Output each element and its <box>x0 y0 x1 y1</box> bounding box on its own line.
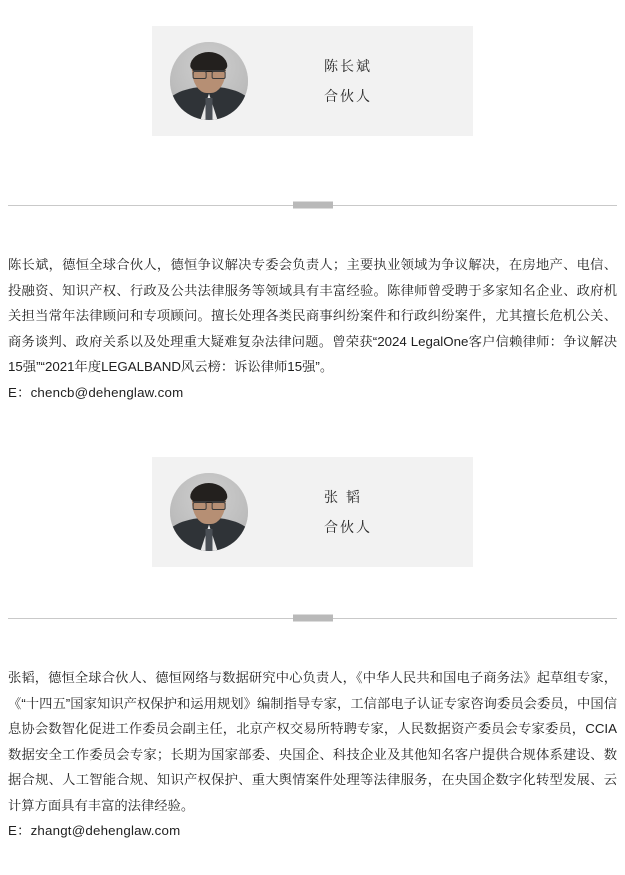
portrait-illustration <box>170 42 248 120</box>
profile-role: 合伙人 <box>324 88 372 104</box>
section-divider <box>0 601 625 635</box>
profile-name: 陈长斌 <box>324 58 372 74</box>
portrait-photo <box>170 42 248 120</box>
glasses-icon <box>193 501 226 510</box>
profile-bio <box>8 665 617 844</box>
section-divider <box>0 188 625 222</box>
document-page <box>0 26 625 875</box>
portrait-illustration <box>170 473 248 551</box>
profile-card <box>152 457 473 567</box>
profile-heading <box>324 51 372 111</box>
tie-shape <box>205 529 212 551</box>
profile-card <box>152 26 473 136</box>
profile-bio <box>8 252 617 405</box>
profile-heading <box>324 482 372 542</box>
bio-text: 陈长斌，德恒全球合伙人，德恒争议解决专委会负责人；主要执业领域为争议解决，在房地产、电信、投融资、知识产权、行政及公共法律服务等领域具有丰富经验。陈律师曾受聘于多家知名企业、政府机关担当常年法律顾问和专项顾问。擅长处理各类民商事纠纷案件和行政纠纷案件，尤其擅长危机公关、商务谈判、政府关系以及处理重大疑难复杂法律问题。曾荣获“2024 LegalOne客户信赖律师：争议解决15强”“2021年度LEGALBAND风云榜：诉讼律师15强”。 <box>8 257 617 374</box>
tie-shape <box>205 98 212 120</box>
email-text: E：chencb@dehenglaw.com <box>8 384 184 400</box>
portrait-photo <box>170 473 248 551</box>
email-text: E：zhangt@dehenglaw.com <box>8 823 181 838</box>
profile-role: 合伙人 <box>324 519 372 535</box>
divider-chip <box>293 202 333 209</box>
profile-name: 张 韬 <box>324 489 362 505</box>
divider-chip <box>293 615 333 622</box>
bio-text: 张韬，德恒全球合伙人、德恒网络与数据研究中心负责人，《中华人民共和国电子商务法》起草组专家，《“十四五”国家知识产权保护和运用规划》编制指导专家，工信部电子认证专家咨询委员会委员，中国信息协会数智化促进工作委员会副主任，北京产权交易所特聘专家，人民数据资产委员会专家委员，CCIA数据安全工作委员会专家；长期为国家部委、央国企、科技企业及其他知名客户提供合规体系建设、数据合规、人工智能合规、知识产权保护、重大舆情案件处理等法律服务，在央国企数字化转型发展、云计算方面具有丰富的法律经验。 <box>8 670 617 813</box>
glasses-icon <box>193 70 226 79</box>
